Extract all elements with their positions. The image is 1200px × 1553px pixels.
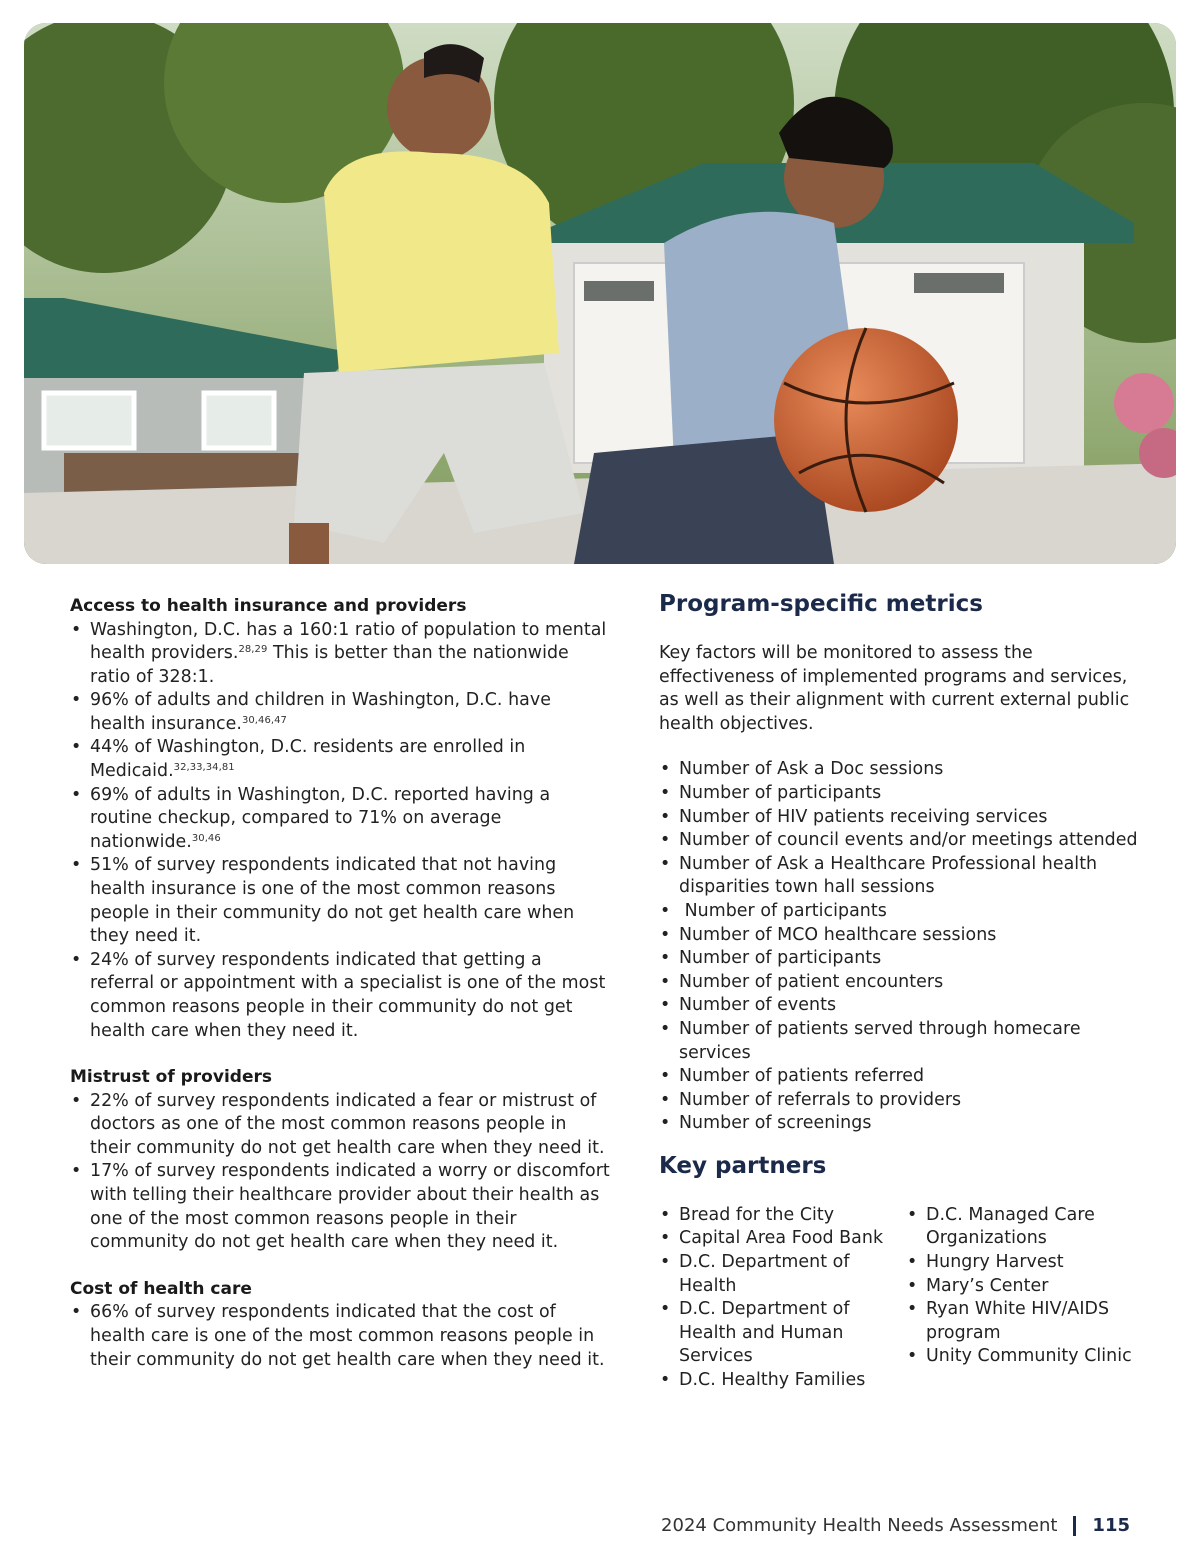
list-item bbox=[659, 806, 1139, 830]
right-column bbox=[659, 588, 1139, 1393]
partner-text: Ryan White HIV/AIDS program bbox=[926, 1299, 1115, 1343]
partners-columns bbox=[659, 1204, 1139, 1393]
metric-text: Number of screenings bbox=[679, 1113, 872, 1134]
list-item bbox=[659, 758, 1139, 782]
partner-text: D.C. Healthy Families bbox=[679, 1370, 866, 1391]
list-item bbox=[70, 619, 610, 690]
page-number: 115 bbox=[1092, 1515, 1130, 1536]
list-item bbox=[659, 1018, 1139, 1065]
list-item bbox=[659, 1298, 906, 1369]
metrics-heading: Program-specific metrics bbox=[659, 591, 983, 617]
footnote-ref: 30,46 bbox=[191, 832, 221, 844]
footnote-ref: 30,46,47 bbox=[241, 714, 287, 726]
list-item bbox=[70, 784, 610, 855]
hero-photo bbox=[24, 23, 1176, 564]
list-item bbox=[70, 1090, 610, 1161]
list-item bbox=[659, 924, 1139, 948]
list-item bbox=[659, 1089, 1139, 1113]
bullet-list bbox=[70, 1301, 610, 1372]
list-item bbox=[906, 1345, 1136, 1369]
list-item bbox=[70, 689, 610, 736]
section-access bbox=[70, 595, 610, 1043]
bullet-list bbox=[70, 1090, 616, 1255]
metric-text: Number of events bbox=[679, 995, 837, 1016]
item-text: 66% of survey respondents indicated that the cost of health care is one of the most common reasons people in their community do not get health care when they need it. bbox=[90, 1302, 605, 1370]
list-item bbox=[659, 1204, 906, 1228]
list-item bbox=[70, 949, 610, 1043]
item-text: 22% of survey respondents indicated a fear or mistrust of doctors as one of the most common reasons people in their community do not get health care when they need it. bbox=[90, 1090, 605, 1158]
list-item bbox=[906, 1275, 1136, 1299]
list-item bbox=[659, 947, 1139, 971]
metric-text: Number of participants bbox=[679, 948, 882, 969]
list-item bbox=[659, 1369, 906, 1393]
list-item bbox=[906, 1251, 1136, 1275]
list-item bbox=[659, 782, 1139, 806]
partner-text: Bread for the City bbox=[679, 1204, 835, 1225]
partners-list-2 bbox=[906, 1204, 1136, 1393]
list-item bbox=[659, 971, 1139, 995]
list-item bbox=[70, 1301, 610, 1372]
metric-text: Number of participants bbox=[679, 782, 882, 803]
footnote-ref: 32,33,34,81 bbox=[173, 762, 235, 774]
section-cost bbox=[70, 1278, 610, 1372]
metric-text: Number of participants bbox=[679, 900, 887, 921]
list-item bbox=[906, 1204, 1136, 1251]
footnote-ref: 28,29 bbox=[238, 644, 268, 656]
footer-title: 2024 Community Health Needs Assessment bbox=[661, 1515, 1058, 1536]
item-text-after: This is better than the nationwide ratio of 328:1. bbox=[90, 643, 575, 687]
metric-text: Number of MCO healthcare sessions bbox=[679, 924, 997, 945]
item-text: 69% of adults in Washington, D.C. reported having a routine checkup, compared to 71% on average nationwide. bbox=[90, 784, 556, 852]
partner-text: Capital Area Food Bank bbox=[679, 1228, 884, 1249]
item-text: Washington, D.C. has a 160:1 ratio of population to mental health providers. bbox=[90, 619, 612, 664]
list-item bbox=[70, 1160, 616, 1254]
item-text: 51% of survey respondents indicated that not having health insurance is one of the most common reasons people in their community do not get health care when they need it. bbox=[90, 855, 580, 947]
partner-text: D.C. Department of Health and Human Services bbox=[679, 1299, 856, 1367]
item-text: 24% of survey respondents indicated that getting a referral or appointment with a specialist is one of the most common reasons people in their community do not get health care when they need it. bbox=[90, 949, 611, 1041]
list-item bbox=[906, 1298, 1136, 1345]
metric-text: Number of Ask a Healthcare Professional health disparities town hall sessions bbox=[679, 853, 1103, 898]
metric-text: Number of patient encounters bbox=[679, 971, 944, 992]
item-text: 44% of Washington, D.C. residents are enrolled in Medicaid. bbox=[90, 737, 531, 782]
section-heading: Mistrust of providers bbox=[70, 1067, 272, 1088]
list-item bbox=[659, 1227, 906, 1251]
section-heading: Access to health insurance and providers bbox=[70, 596, 467, 616]
page-footer bbox=[661, 1515, 1130, 1536]
metric-text: Number of patients served through homecare services bbox=[679, 1018, 1087, 1063]
left-column bbox=[70, 595, 616, 1395]
bullet-list bbox=[70, 619, 610, 1044]
footer-divider bbox=[1073, 1516, 1076, 1536]
list-item bbox=[659, 1251, 906, 1298]
list-item bbox=[70, 736, 610, 783]
metric-text: Number of HIV patients receiving services bbox=[679, 806, 1048, 827]
hero-photo-illustration bbox=[24, 23, 1176, 564]
metric-text: Number of patients referred bbox=[679, 1066, 925, 1087]
partner-text: Hungry Harvest bbox=[926, 1252, 1064, 1273]
metrics-intro: Key factors will be monitored to assess the effectiveness of implemented programs and services, as well as their alignment with current external public health objectives. bbox=[659, 643, 1130, 734]
list-item bbox=[659, 900, 1139, 924]
partner-text: Mary’s Center bbox=[926, 1275, 1049, 1296]
list-item bbox=[70, 854, 610, 948]
metric-text: Number of Ask a Doc sessions bbox=[679, 759, 944, 780]
list-item bbox=[659, 829, 1139, 853]
metric-text: Number of referrals to providers bbox=[679, 1089, 962, 1110]
partners-heading: Key partners bbox=[659, 1152, 827, 1179]
section-mistrust bbox=[70, 1066, 616, 1255]
item-text: 17% of survey respondents indicated a worry or discomfort with telling their healthcare provider about their health as one of the most common reasons people in their community do not get health care when they need it. bbox=[90, 1161, 616, 1253]
section-heading: Cost of health care bbox=[70, 1278, 252, 1299]
partner-text: D.C. Department of Health bbox=[679, 1252, 856, 1296]
item-text: 96% of adults and children in Washington, D.C. have health insurance. bbox=[90, 690, 557, 734]
metrics-list bbox=[659, 758, 1139, 1136]
partner-text: D.C. Managed Care Organizations bbox=[926, 1204, 1101, 1249]
list-item bbox=[659, 1065, 1139, 1089]
list-item bbox=[659, 994, 1139, 1018]
partners-list-1 bbox=[659, 1204, 906, 1393]
metric-text: Number of council events and/or meetings attended bbox=[679, 830, 1138, 851]
list-item bbox=[659, 853, 1139, 900]
list-item bbox=[659, 1112, 1139, 1136]
partner-text: Unity Community Clinic bbox=[926, 1346, 1132, 1367]
